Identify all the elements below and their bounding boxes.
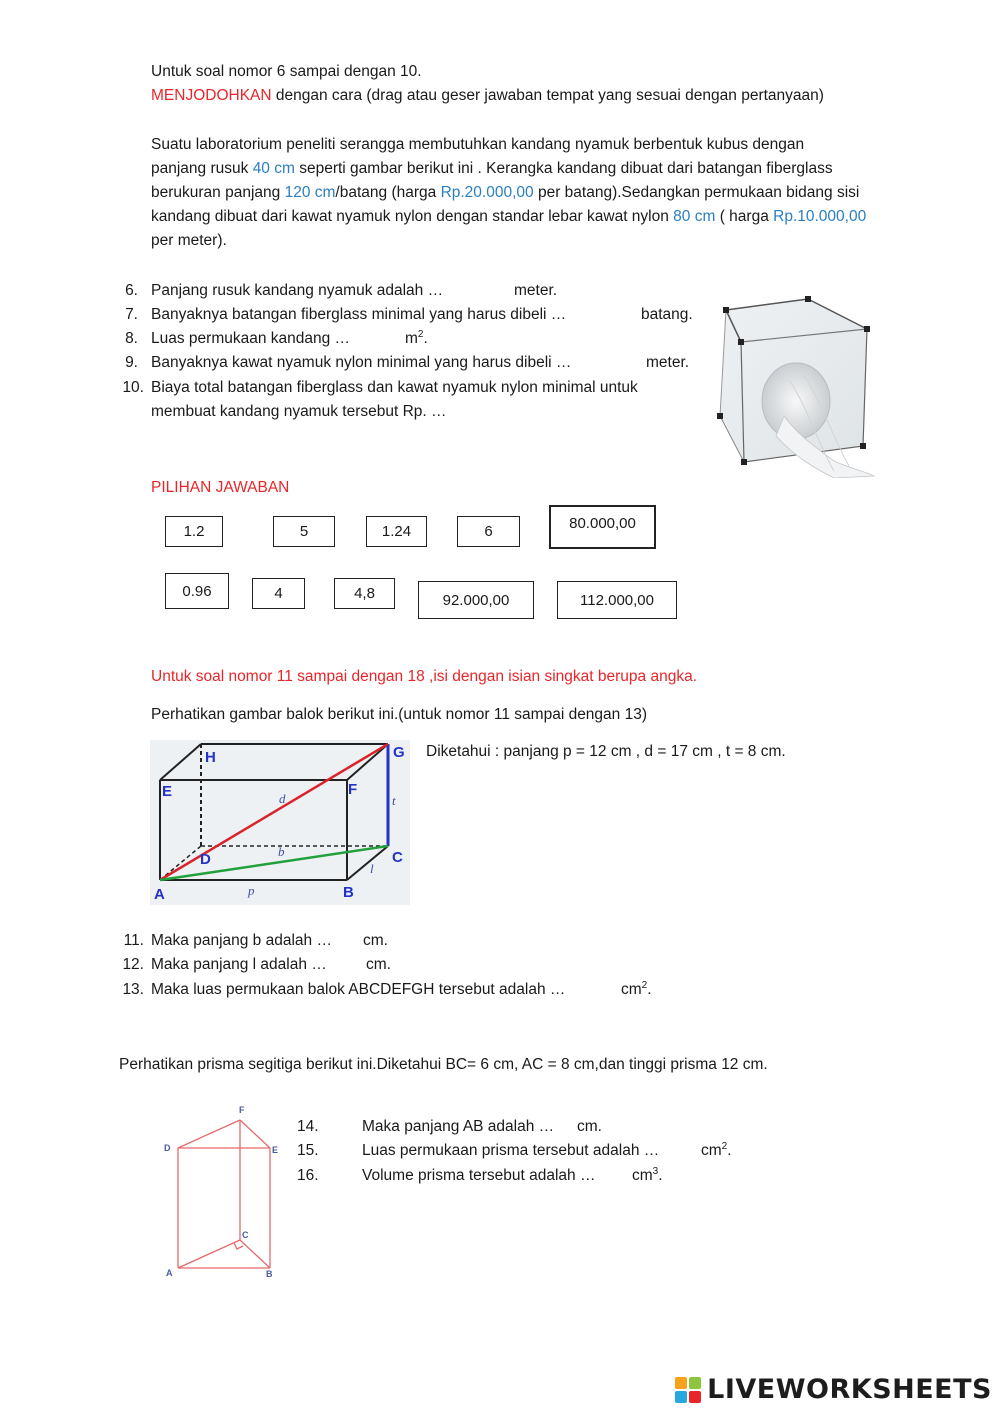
cuboid-known-values: Diketahui : panjang p = 12 cm , d = 17 cm , t = 8 cm. (426, 743, 786, 760)
para-text: ( harga (715, 208, 774, 225)
instruction-keyword: MENJODOHKAN (151, 87, 272, 104)
section1-intro: Untuk soal nomor 6 sampai dengan 10. (151, 63, 422, 80)
question-number: 14. (297, 1118, 319, 1135)
answer-choice[interactable]: 4,8 (334, 578, 395, 609)
para-line-1: Suatu laboratorium peneliti serangga membutuhkan kandang nyamuk berbentuk kubus dengan (151, 136, 805, 153)
unit-exponent: 2 (417, 328, 424, 340)
para-text: /batang (harga (335, 184, 441, 201)
vertex-e-label: E (162, 783, 173, 800)
question-number: 16. (297, 1167, 319, 1184)
para-text: per batang).Sedangkan permukaan bidang sisi (533, 184, 860, 201)
para-text: berukuran panjang (151, 184, 285, 201)
question-text: Maka panjang AB adalah … (362, 1118, 555, 1135)
vertex-c-label: C (392, 849, 403, 866)
label-p: p (248, 883, 255, 898)
label-d: d (279, 791, 286, 806)
question-text-cont: membuat kandang nyamuk tersebut Rp. … (151, 403, 447, 420)
question-period: . (423, 330, 428, 347)
logo-text: LIVEWORKSHEETS (707, 1374, 992, 1405)
answer-choice[interactable]: 1.24 (366, 516, 427, 547)
prism-vertex-b: B (266, 1269, 273, 1279)
question-number: 10. (122, 379, 144, 396)
para-line-3 (151, 181, 859, 205)
para-text: kandang dibuat dari kawat nyamuk nylon dengan standar lebar kawat nylon (151, 208, 674, 225)
question-unit: cm. (363, 932, 388, 949)
para-highlight: Rp.20.000,00 (440, 184, 534, 201)
answer-choice[interactable]: 80.000,00 (549, 505, 656, 549)
answer-choice[interactable]: 112.000,00 (557, 581, 677, 619)
para-line-2 (151, 157, 833, 181)
label-l: l (370, 861, 374, 876)
para-text: panjang rusuk (151, 160, 253, 177)
question-text: Maka panjang l adalah … (151, 956, 327, 973)
para-highlight: Rp.10.000,00 (773, 208, 867, 225)
question-number: 9. (125, 354, 138, 371)
question-number: 6. (125, 282, 138, 299)
question-text: Luas permukaan kandang … (151, 330, 351, 347)
section1-instruction (151, 84, 824, 108)
prism-vertex-d: D (164, 1143, 171, 1153)
choices-title: PILIHAN JAWABAN (151, 479, 290, 496)
vertex-f-label: F (348, 781, 358, 798)
question-unit: batang. (641, 306, 693, 323)
question-number: 8. (125, 330, 138, 347)
question-period: . (658, 1167, 663, 1184)
question-number: 13. (122, 981, 144, 998)
liveworksheets-logo (675, 1374, 992, 1405)
vertex-b-label: B (343, 884, 354, 901)
answer-choice[interactable]: 92.000,00 (418, 581, 534, 619)
question-text: Luas permukaan prisma tersebut adalah … (362, 1142, 660, 1159)
vertex-a-label: A (154, 886, 165, 903)
vertex-g-label: G (393, 744, 405, 761)
para-highlight: 80 cm (673, 208, 716, 225)
vertex-d-label: D (200, 851, 211, 868)
question-unit: m (405, 330, 418, 347)
question-text: Panjang rusuk kandang nyamuk adalah … (151, 282, 444, 299)
question-number: 12. (122, 956, 144, 973)
logo-squares-icon (675, 1377, 701, 1403)
question-text: Volume prisma tersebut adalah … (362, 1167, 596, 1184)
triangular-prism-figure (160, 1100, 290, 1285)
question-unit: cm (701, 1142, 722, 1159)
prism-vertex-c: C (242, 1230, 249, 1240)
section2-intro: Perhatikan gambar balok berikut ini.(untuk nomor 11 sampai dengan 13) (151, 706, 647, 723)
question-unit: cm (621, 981, 642, 998)
label-b: b (278, 844, 285, 859)
instruction-text: dengan cara (drag atau geser jawaban tempat yang sesuai dengan pertanyaan) (271, 87, 824, 104)
question-unit: cm. (577, 1118, 602, 1135)
mosquito-cage-image (714, 296, 876, 478)
para-line-5: per meter). (151, 232, 227, 249)
question-text: Banyaknya kawat nyamuk nylon minimal yang harus dibeli … (151, 354, 572, 371)
question-number: 7. (125, 306, 138, 323)
question-text: Maka panjang b adalah … (151, 932, 332, 949)
prism-vertex-e: E (272, 1145, 279, 1155)
question-text: Maka luas permukaan balok ABCDEFGH tersebut adalah … (151, 981, 566, 998)
question-period: . (727, 1142, 732, 1159)
label-t: t (392, 793, 396, 808)
unit-exponent: 3 (652, 1165, 659, 1177)
vertex-h-label: H (205, 749, 216, 766)
para-line-4 (151, 205, 866, 229)
answer-choice[interactable]: 4 (252, 578, 305, 609)
unit-exponent: 2 (641, 979, 648, 991)
para-text: seperti gambar berikut ini . Kerangka kandang dibuat dari batangan fiberglass (294, 160, 833, 177)
question-text: Biaya total batangan fiberglass dan kawat nyamuk nylon minimal untuk (151, 379, 638, 396)
question-unit: meter. (646, 354, 690, 371)
question-unit: meter. (514, 282, 558, 299)
question-period: . (647, 981, 652, 998)
answer-choice[interactable]: 6 (457, 516, 520, 547)
question-text: Banyaknya batangan fiberglass minimal yang harus dibeli … (151, 306, 567, 323)
answer-choice[interactable]: 5 (273, 516, 335, 547)
unit-exponent: 2 (721, 1140, 728, 1152)
question-unit: cm (632, 1167, 653, 1184)
para-highlight: 40 cm (252, 160, 295, 177)
section2-instruction: Untuk soal nomor 11 sampai dengan 18 ,isi dengan isian singkat berupa angka. (151, 668, 698, 685)
answer-choice[interactable]: 1.2 (165, 516, 223, 547)
cuboid-figure (150, 740, 410, 905)
answer-choice[interactable]: 0.96 (165, 573, 229, 609)
question-unit: cm. (366, 956, 391, 973)
para-highlight: 120 cm (284, 184, 336, 201)
prism-vertex-f: F (239, 1105, 245, 1115)
question-number: 15. (297, 1142, 319, 1159)
question-number: 11. (123, 932, 144, 949)
prism-vertex-a: A (166, 1268, 173, 1278)
section3-intro: Perhatikan prisma segitiga berikut ini.Diketahui BC= 6 cm, AC = 8 cm,dan tinggi prisma 12 cm. (119, 1056, 768, 1073)
